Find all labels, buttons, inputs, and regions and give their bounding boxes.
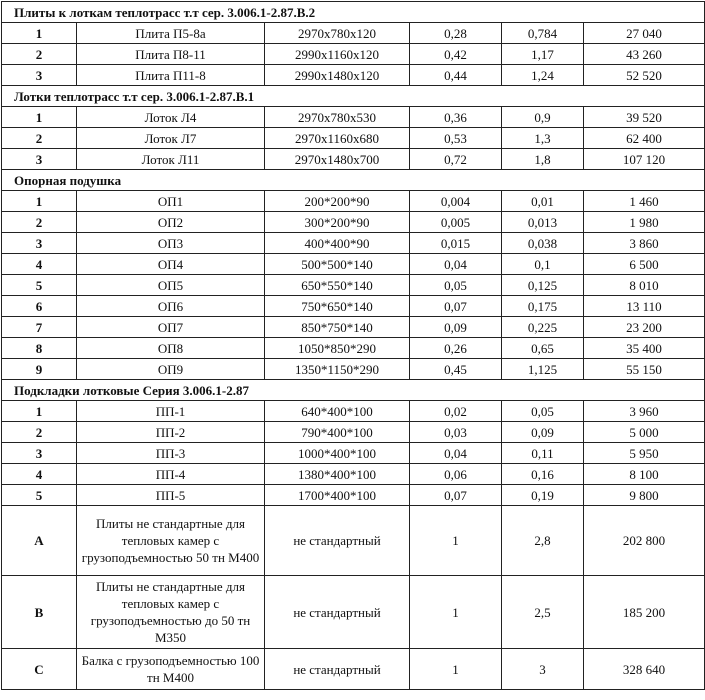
row-number-cell: 5	[2, 485, 77, 506]
product-name-cell: Плиты не стандартные для тепловых камер с грузоподъемностью до 50 тн М350	[77, 576, 265, 649]
row-number-cell: C	[2, 649, 77, 690]
dimensions-cell: 1380*400*100	[265, 464, 410, 485]
weight-cell: 0,1	[502, 254, 584, 275]
table-row	[2, 233, 705, 254]
table-row	[2, 422, 705, 443]
table-row	[2, 338, 705, 359]
price-cell: 202 800	[584, 506, 705, 576]
row-number-cell: 7	[2, 317, 77, 338]
price-cell: 13 110	[584, 296, 705, 317]
dimensions-cell: 1000*400*100	[265, 443, 410, 464]
price-cell: 1 460	[584, 191, 705, 212]
weight-cell: 0,784	[502, 23, 584, 44]
product-name-cell: ПП-1	[77, 401, 265, 422]
price-cell: 5 000	[584, 422, 705, 443]
row-number-cell: A	[2, 506, 77, 576]
product-name-cell: ОП5	[77, 275, 265, 296]
row-number-cell: 6	[2, 296, 77, 317]
product-name-cell: ОП7	[77, 317, 265, 338]
volume-cell: 0,004	[410, 191, 502, 212]
row-number-cell: B	[2, 576, 77, 649]
price-cell: 3 960	[584, 401, 705, 422]
weight-cell: 0,65	[502, 338, 584, 359]
product-name-cell: Лоток Л4	[77, 107, 265, 128]
volume-cell: 0,05	[410, 275, 502, 296]
volume-cell: 1	[410, 649, 502, 690]
row-number-cell: 4	[2, 254, 77, 275]
dimensions-cell: 2990х1160х120	[265, 44, 410, 65]
volume-cell: 0,06	[410, 464, 502, 485]
table-row	[2, 401, 705, 422]
price-cell: 6 500	[584, 254, 705, 275]
table-body	[2, 2, 705, 690]
section-header-row	[2, 2, 705, 23]
dimensions-cell: 500*500*140	[265, 254, 410, 275]
price-cell: 3 860	[584, 233, 705, 254]
dimensions-cell: 750*650*140	[265, 296, 410, 317]
product-name-cell: Лоток Л11	[77, 149, 265, 170]
weight-cell: 1,24	[502, 65, 584, 86]
price-cell: 27 040	[584, 23, 705, 44]
row-number-cell: 2	[2, 128, 77, 149]
volume-cell: 0,04	[410, 254, 502, 275]
table-row	[2, 275, 705, 296]
volume-cell: 1	[410, 576, 502, 649]
weight-cell: 2,8	[502, 506, 584, 576]
dimensions-cell: 650*550*140	[265, 275, 410, 296]
dimensions-cell: 850*750*140	[265, 317, 410, 338]
volume-cell: 0,07	[410, 485, 502, 506]
section-title: Лотки теплотрасс т.т сер. 3.006.1-2.87.В.1	[2, 86, 705, 107]
volume-cell: 0,45	[410, 359, 502, 380]
volume-cell: 0,36	[410, 107, 502, 128]
dimensions-cell: 2970х1160х680	[265, 128, 410, 149]
weight-cell: 1,3	[502, 128, 584, 149]
price-cell: 5 950	[584, 443, 705, 464]
price-cell: 185 200	[584, 576, 705, 649]
dimensions-cell: 640*400*100	[265, 401, 410, 422]
product-name-cell: ОП8	[77, 338, 265, 359]
table-row	[2, 576, 705, 649]
table-row	[2, 107, 705, 128]
product-name-cell: ОП3	[77, 233, 265, 254]
weight-cell: 0,225	[502, 317, 584, 338]
dimensions-cell: 2990х1480х120	[265, 65, 410, 86]
dimensions-cell: 2970х780х530	[265, 107, 410, 128]
table-row	[2, 464, 705, 485]
weight-cell: 0,09	[502, 422, 584, 443]
price-cell: 9 800	[584, 485, 705, 506]
section-title: Плиты к лоткам теплотрасс т.т сер. 3.006.1-2.87.В.2	[2, 2, 705, 23]
price-cell: 55 150	[584, 359, 705, 380]
dimensions-cell: 200*200*90	[265, 191, 410, 212]
weight-cell: 1,125	[502, 359, 584, 380]
row-number-cell: 4	[2, 464, 77, 485]
table-row	[2, 506, 705, 576]
weight-cell: 0,038	[502, 233, 584, 254]
table-row	[2, 149, 705, 170]
price-cell: 39 520	[584, 107, 705, 128]
weight-cell: 0,01	[502, 191, 584, 212]
dimensions-cell: 1700*400*100	[265, 485, 410, 506]
weight-cell: 0,013	[502, 212, 584, 233]
weight-cell: 0,19	[502, 485, 584, 506]
price-cell: 328 640	[584, 649, 705, 690]
weight-cell: 0,125	[502, 275, 584, 296]
dimensions-cell: 1350*1150*290	[265, 359, 410, 380]
volume-cell: 0,72	[410, 149, 502, 170]
price-cell: 107 120	[584, 149, 705, 170]
weight-cell: 0,11	[502, 443, 584, 464]
weight-cell: 0,16	[502, 464, 584, 485]
table-row	[2, 23, 705, 44]
row-number-cell: 8	[2, 338, 77, 359]
dimensions-cell: 400*400*90	[265, 233, 410, 254]
product-name-cell: Плита П11-8	[77, 65, 265, 86]
product-name-cell: Балка с грузоподъемностью 100 тн М400	[77, 649, 265, 690]
product-name-cell: Плита П5-8а	[77, 23, 265, 44]
table-row	[2, 254, 705, 275]
dimensions-cell: 790*400*100	[265, 422, 410, 443]
row-number-cell: 1	[2, 401, 77, 422]
dimensions-cell: не стандартный	[265, 576, 410, 649]
row-number-cell: 5	[2, 275, 77, 296]
price-cell: 8 100	[584, 464, 705, 485]
volume-cell: 0,44	[410, 65, 502, 86]
dimensions-cell: 300*200*90	[265, 212, 410, 233]
table-row	[2, 317, 705, 338]
table-row	[2, 191, 705, 212]
weight-cell: 0,9	[502, 107, 584, 128]
table-row	[2, 128, 705, 149]
product-name-cell: ОП2	[77, 212, 265, 233]
volume-cell: 0,02	[410, 401, 502, 422]
weight-cell: 1,8	[502, 149, 584, 170]
product-name-cell: Плиты не стандартные для тепловых камер с грузоподъемностью 50 тн М400	[77, 506, 265, 576]
volume-cell: 0,28	[410, 23, 502, 44]
dimensions-cell: 2970х780х120	[265, 23, 410, 44]
product-name-cell: ПП-3	[77, 443, 265, 464]
product-name-cell: ПП-5	[77, 485, 265, 506]
table-row	[2, 649, 705, 690]
section-header-row	[2, 380, 705, 401]
row-number-cell: 2	[2, 212, 77, 233]
product-name-cell: ПП-4	[77, 464, 265, 485]
table-row	[2, 212, 705, 233]
row-number-cell: 3	[2, 443, 77, 464]
table-row	[2, 44, 705, 65]
row-number-cell: 1	[2, 107, 77, 128]
volume-cell: 0,42	[410, 44, 502, 65]
volume-cell: 0,015	[410, 233, 502, 254]
product-name-cell: Лоток Л7	[77, 128, 265, 149]
section-header-row	[2, 86, 705, 107]
price-cell: 62 400	[584, 128, 705, 149]
volume-cell: 0,09	[410, 317, 502, 338]
price-cell: 8 010	[584, 275, 705, 296]
weight-cell: 1,17	[502, 44, 584, 65]
weight-cell: 0,175	[502, 296, 584, 317]
row-number-cell: 2	[2, 44, 77, 65]
price-cell: 52 520	[584, 65, 705, 86]
dimensions-cell: не стандартный	[265, 649, 410, 690]
dimensions-cell: 1050*850*290	[265, 338, 410, 359]
table-row	[2, 359, 705, 380]
section-header-row	[2, 170, 705, 191]
row-number-cell: 1	[2, 23, 77, 44]
row-number-cell: 3	[2, 65, 77, 86]
table-row	[2, 485, 705, 506]
section-title: Подкладки лотковые Серия 3.006.1-2.87	[2, 380, 705, 401]
dimensions-cell: не стандартный	[265, 506, 410, 576]
row-number-cell: 9	[2, 359, 77, 380]
price-table	[1, 1, 705, 690]
row-number-cell: 1	[2, 191, 77, 212]
volume-cell: 1	[410, 506, 502, 576]
dimensions-cell: 2970х1480х700	[265, 149, 410, 170]
weight-cell: 2,5	[502, 576, 584, 649]
weight-cell: 0,05	[502, 401, 584, 422]
table-row	[2, 443, 705, 464]
row-number-cell: 3	[2, 149, 77, 170]
product-name-cell: ОП6	[77, 296, 265, 317]
product-name-cell: ОП1	[77, 191, 265, 212]
row-number-cell: 3	[2, 233, 77, 254]
product-name-cell: ОП9	[77, 359, 265, 380]
volume-cell: 0,04	[410, 443, 502, 464]
section-title: Опорная подушка	[2, 170, 705, 191]
product-name-cell: ПП-2	[77, 422, 265, 443]
table-row	[2, 296, 705, 317]
price-cell: 43 260	[584, 44, 705, 65]
table-row	[2, 65, 705, 86]
weight-cell: 3	[502, 649, 584, 690]
product-name-cell: ОП4	[77, 254, 265, 275]
price-cell: 35 400	[584, 338, 705, 359]
volume-cell: 0,26	[410, 338, 502, 359]
volume-cell: 0,07	[410, 296, 502, 317]
volume-cell: 0,03	[410, 422, 502, 443]
price-cell: 23 200	[584, 317, 705, 338]
price-cell: 1 980	[584, 212, 705, 233]
row-number-cell: 2	[2, 422, 77, 443]
product-name-cell: Плита П8-11	[77, 44, 265, 65]
volume-cell: 0,005	[410, 212, 502, 233]
volume-cell: 0,53	[410, 128, 502, 149]
